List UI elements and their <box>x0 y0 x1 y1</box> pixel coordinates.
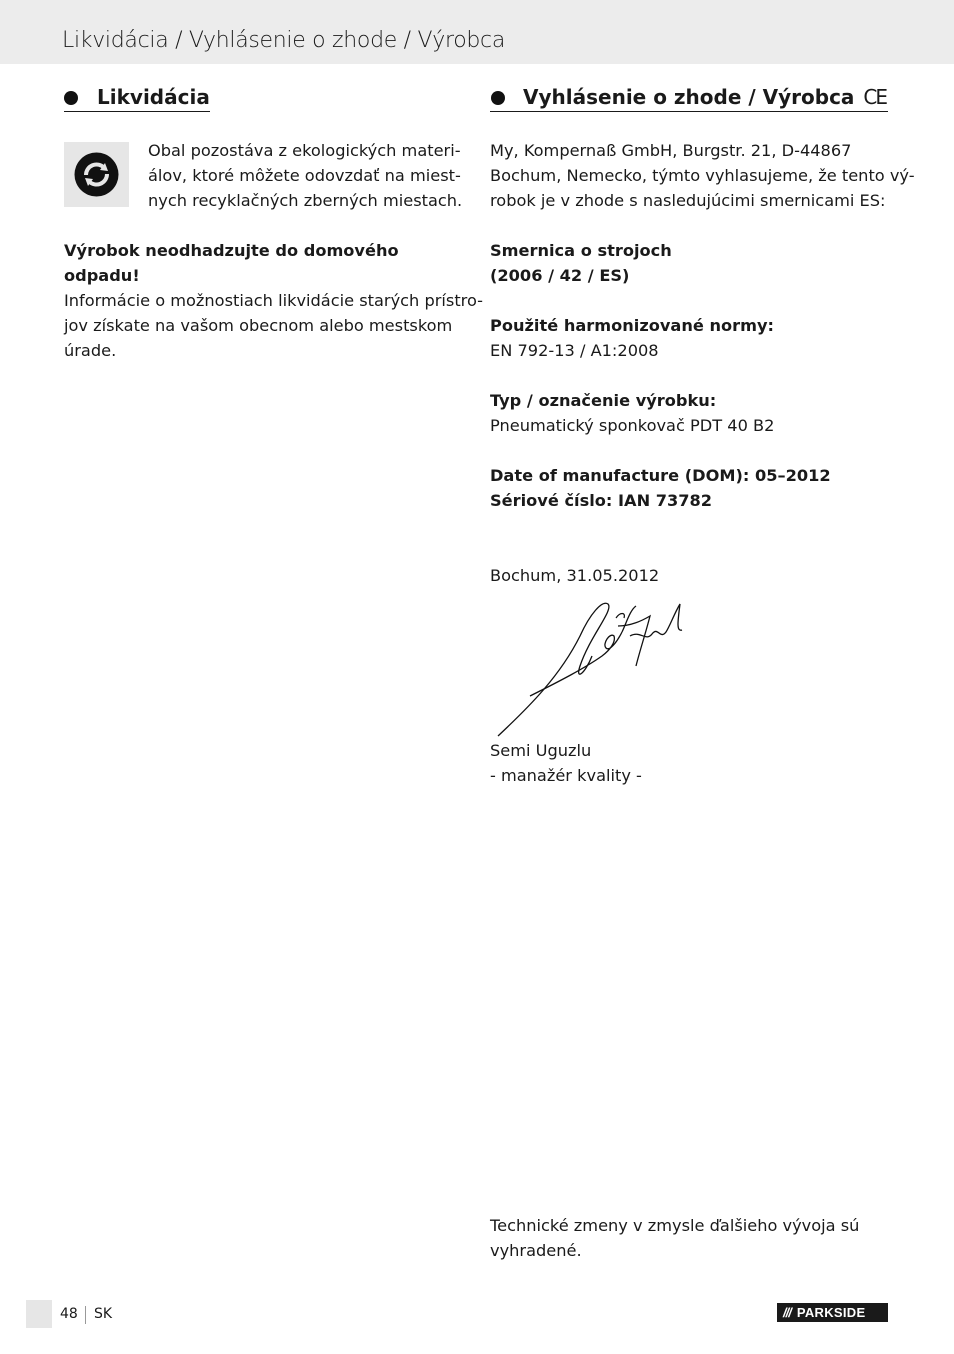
footer-page-marker <box>26 1300 52 1328</box>
directive-line: (2006 / 42 / ES) <box>490 266 630 285</box>
signer-name: Semi Uguzlu <box>490 741 592 760</box>
signer-role: - manažér kvality - <box>490 766 642 785</box>
section-heading-disposal: Likvidácia <box>64 85 210 112</box>
manufacturer-line: Bochum, Nemecko, týmto vyhlasujeme, že tento vý- <box>490 166 915 185</box>
section-heading-declaration <box>490 85 888 112</box>
place-date: Bochum, 31.05.2012 <box>490 566 660 585</box>
date-of-manufacture: Date of manufacture (DOM): 05–2012 <box>490 466 831 485</box>
disposal-intro-line: Obal pozostáva z ekologických materi- <box>148 141 461 160</box>
norms-label: Použité harmonizované normy: <box>490 316 775 335</box>
technical-changes-line: vyhradené. <box>490 1241 582 1260</box>
page-number: 48 <box>60 1306 78 1322</box>
type-label: Typ / označenie výrobku: <box>490 391 717 410</box>
disposal-intro-line: álov, ktoré môžete odovzdať na miest- <box>148 166 461 185</box>
disposal-intro-line: nych recyklačných zberných miestach. <box>148 191 463 210</box>
disposal-info-line: jov získate na vašom obecnom alebo mestskom <box>64 316 453 335</box>
disposal-warning-line: odpadu! <box>64 266 140 285</box>
brand-logo <box>777 1303 888 1322</box>
signature <box>490 596 700 741</box>
technical-changes-line: Technické zmeny v zmysle ďalšieho vývoja sú <box>490 1216 860 1235</box>
language-code: SK <box>94 1306 113 1322</box>
declaration-heading-text: Vyhlásenie o zhode / Výrobca <box>523 85 855 109</box>
manufacturer-line: My, Kompernaß GmbH, Burgstr. 21, D-44867 <box>490 141 852 160</box>
brand-name: PARKSIDE <box>796 1305 866 1320</box>
ce-mark: CE <box>863 85 886 109</box>
manufacturer-line: robok je v zhode s nasledujúcimi smernicami ES: <box>490 191 886 210</box>
norms-value: EN 792-13 / A1:2008 <box>490 341 659 360</box>
footer-divider <box>85 1306 86 1324</box>
recycling-green-dot-icon <box>64 142 129 207</box>
serial-number: Sériové číslo: IAN 73782 <box>490 491 713 510</box>
type-value: Pneumatický sponkovač PDT 40 B2 <box>490 416 775 435</box>
page-title: Likvidácia / Vyhlásenie o zhode / Výrobca <box>62 28 506 53</box>
disposal-info-line: úrade. <box>64 341 117 360</box>
disposal-info-line: Informácie o možnostiach likvidácie starých prístro- <box>64 291 484 310</box>
directive-line: Smernica o strojoch <box>490 241 672 260</box>
brand-slashes: /// <box>783 1305 791 1320</box>
disposal-warning-line: Výrobok neodhadzujte do domového <box>64 241 399 260</box>
